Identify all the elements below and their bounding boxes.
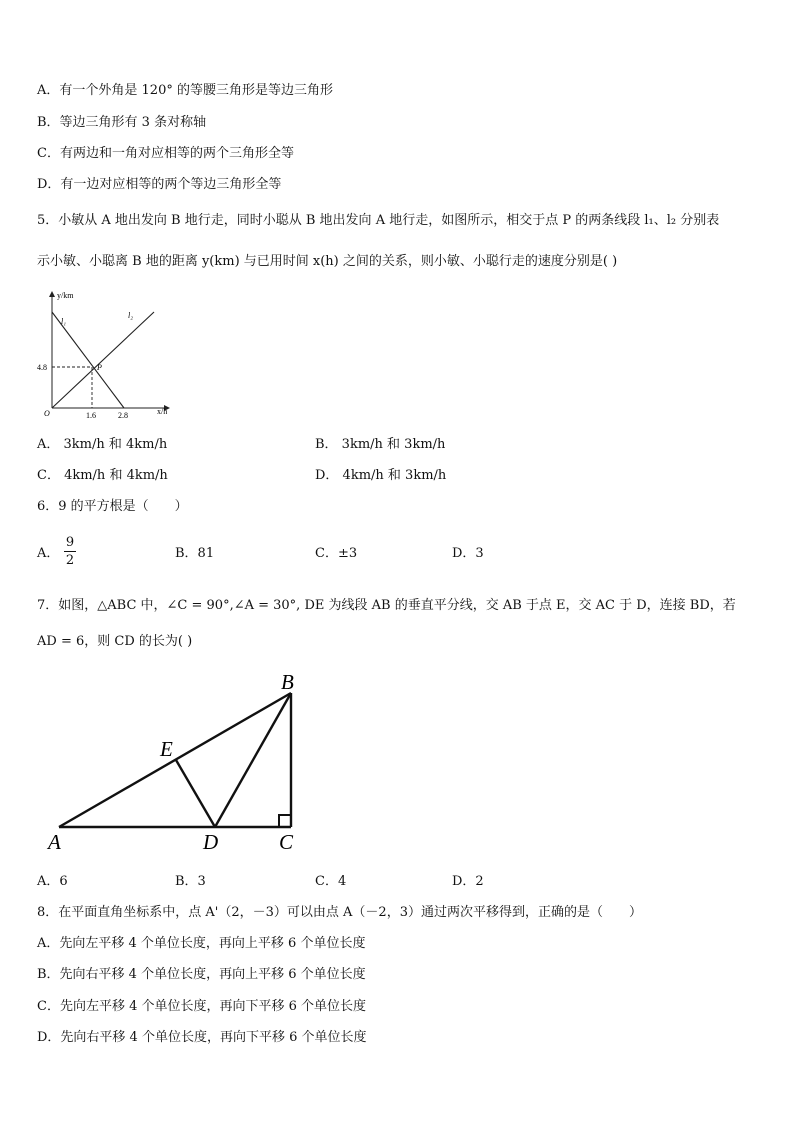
y-tick-4-8: 4.8 [37, 363, 47, 372]
line-l2 [52, 312, 154, 408]
q7-option-c: C．4 [315, 874, 347, 889]
right-angle-marker [279, 815, 291, 827]
x-tick-2-8: 2.8 [118, 411, 128, 420]
q7-stem-line2: AD = 6，则 CD 的长为( ) [37, 634, 193, 649]
q7-option-a: A．6 [37, 874, 68, 889]
l1-label: l₁ [61, 317, 67, 326]
q6-option-c: C．±3 [315, 546, 358, 561]
point-p-label: P [97, 363, 102, 372]
q5-stem-line2: 示小敏、小聪离 B 地的距离 y(km) 与已用时间 x(h) 之间的关系，则小敏、小聪行走的速度分别是( ) [37, 254, 618, 269]
q8-stem: 8．在平面直角坐标系中，点 A'（2，－3）可以由点 A（－2，3）通过两次平移得到，正确的是（ ） [37, 905, 642, 920]
q5-option-d: D． 4km/h 和 3km/h [315, 468, 447, 483]
q7-option-b: B．3 [175, 874, 206, 889]
label-c: C [279, 830, 294, 854]
q6-option-b: B．81 [175, 546, 215, 561]
segment-bd [215, 693, 291, 827]
segment-ed [176, 760, 215, 827]
q7-stem-line1: 7．如图，△ABC 中，∠C = 90°,∠A = 30°, DE 为线段 AB 的垂直平分线，交 AB 于点 E，交 AC 于 D，连接 BD，若 [37, 598, 736, 613]
fraction-denominator: 2 [65, 553, 75, 568]
fraction-bar [64, 551, 76, 552]
q8-option-a: A．先向左平移 4 个单位长度，再向上平移 6 个单位长度 [37, 936, 366, 951]
q6-stem: 6．9 的平方根是（ ） [37, 499, 188, 514]
origin-label: O [44, 409, 50, 418]
q5-option-c: C． 4km/h 和 4km/h [37, 468, 168, 483]
q8-option-b: B．先向右平移 4 个单位长度，再向上平移 6 个单位长度 [37, 967, 366, 982]
q4-option-c: C．有两边和一角对应相等的两个三角形全等 [37, 146, 294, 161]
x-axis-label: x/h [157, 407, 168, 416]
q4-option-d: D．有一边对应相等的两个等边三角形全等 [37, 177, 282, 192]
q4-option-b: B．等边三角形有 3 条对称轴 [37, 115, 207, 130]
line-l1 [52, 312, 124, 408]
label-a: A [48, 830, 61, 854]
q5-stem-line1: 5．小敏从 A 地出发向 B 地行走，同时小聪从 B 地出发向 A 地行走，如图所示，相交于点 P 的两条线段 l₁、l₂ 分别表 [37, 213, 720, 228]
q8-option-d: D．先向右平移 4 个单位长度，再向下平移 6 个单位长度 [37, 1030, 367, 1045]
q6-option-a-fraction [64, 535, 76, 568]
q4-option-a: A．有一个外角是 120° 的等腰三角形是等边三角形 [37, 83, 333, 98]
label-d: D [203, 830, 219, 854]
q6-option-d: D．3 [452, 546, 484, 561]
q5-option-b: B． 3km/h 和 3km/h [315, 437, 446, 452]
q7-triangle-figure [40, 668, 320, 858]
q5-option-a: A． 3km/h 和 4km/h [37, 437, 168, 452]
side-ab [59, 693, 291, 827]
q8-option-c: C．先向左平移 4 个单位长度，再向下平移 6 个单位长度 [37, 999, 367, 1014]
label-b: B [281, 670, 294, 694]
q5-distance-time-graph [36, 288, 176, 420]
x-tick-1-6: 1.6 [86, 411, 96, 420]
fraction-numerator: 9 [65, 535, 75, 550]
l2-label: l₂ [128, 311, 134, 320]
q7-option-d: D．2 [452, 874, 484, 889]
label-e: E [160, 737, 173, 761]
y-axis-label: y/km [57, 291, 74, 300]
q6-option-a-prefix: A． [37, 546, 60, 561]
